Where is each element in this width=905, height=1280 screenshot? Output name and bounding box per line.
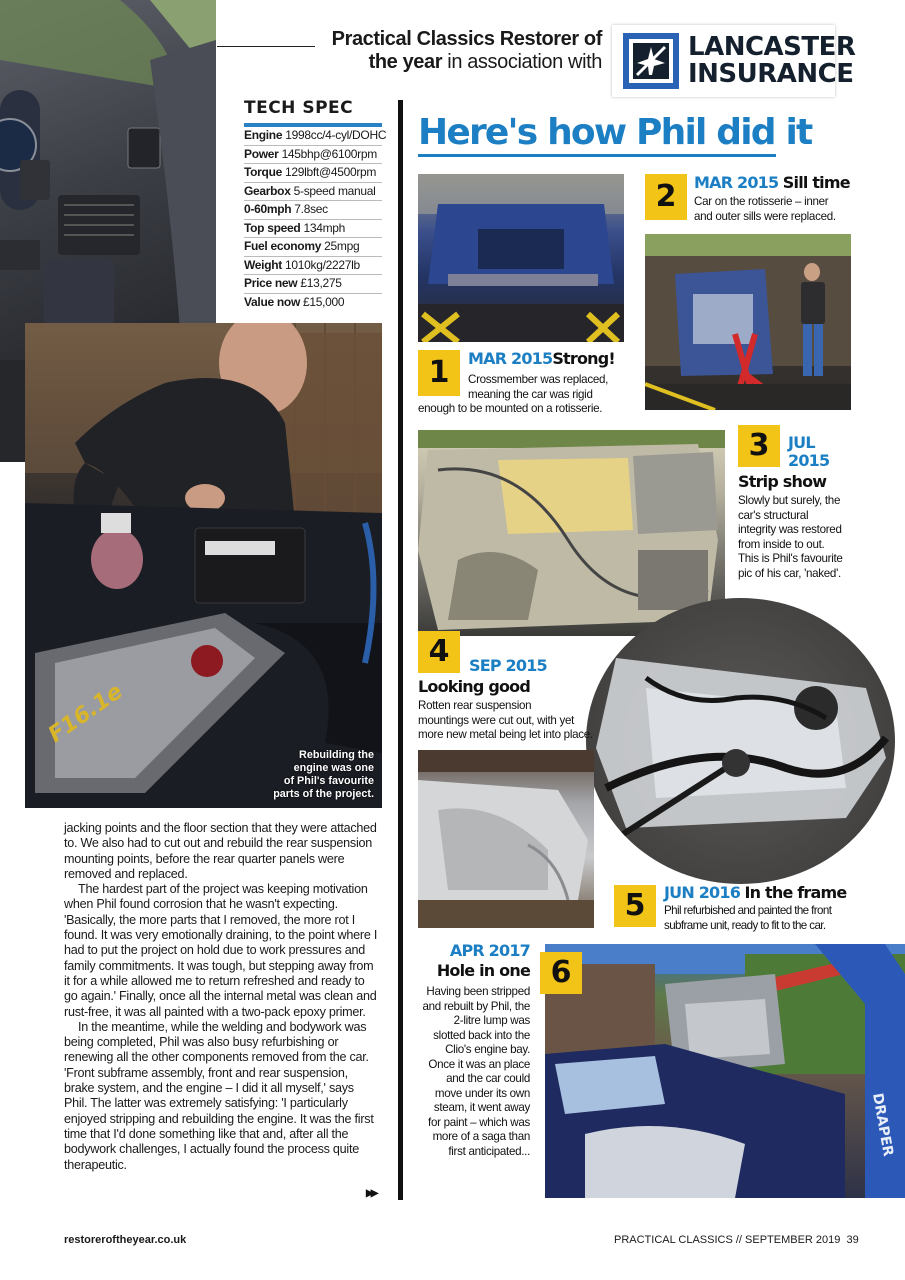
- sponsor-line1: LANCASTER: [688, 32, 856, 62]
- engine-illustration: [25, 323, 382, 808]
- step1-caption-line: Crossmember was replaced,: [468, 373, 609, 386]
- footer-magazine: [614, 1234, 859, 1246]
- footer-website[interactable]: restoreroftheyear.co.uk: [64, 1234, 187, 1246]
- step6-caption-line: Clio's engine bay.: [445, 1043, 530, 1056]
- engine-caption-line: parts of the project.: [273, 788, 374, 800]
- step6-number-badge: 6: [540, 952, 582, 994]
- step4-title: Looking good: [418, 677, 531, 696]
- step3-caption-line: pic of his car, 'naked'.: [738, 566, 841, 580]
- header-title-line2: [300, 51, 602, 74]
- step3-photo: [418, 430, 725, 636]
- spec-row: [244, 257, 382, 276]
- spec-label: Weight: [244, 257, 282, 272]
- spec-label: Value now: [244, 294, 300, 309]
- step3-date: [788, 434, 829, 470]
- step6-photo: [545, 944, 905, 1198]
- step5-date: JUN 2016: [664, 883, 741, 902]
- step6-caption-line: slotted back into the: [433, 1028, 530, 1042]
- rotisserie-illustration: [645, 234, 851, 410]
- step4-caption-line: Rotten rear suspension: [418, 699, 532, 712]
- step2-caption-line: Car on the rotisserie – inner: [694, 195, 829, 208]
- rear-mounting-illustration: [418, 750, 594, 928]
- spec-row: [244, 164, 382, 183]
- step5-caption-line: Phil refurbished and painted the front: [664, 904, 832, 917]
- spec-value: £15,000: [303, 294, 345, 309]
- spec-row: [244, 238, 382, 257]
- spec-value: 145bhp@6100rpm: [281, 146, 377, 161]
- spec-value: 5-speed manual: [293, 183, 376, 198]
- spec-row: [244, 183, 382, 202]
- lancaster-logo: [612, 25, 856, 97]
- step4-date: SEP 2015: [469, 656, 547, 675]
- step2-title: Sill time: [782, 173, 850, 192]
- step4-number-badge: 4: [418, 631, 460, 673]
- step3-number-badge: 3: [738, 425, 780, 467]
- spec-row: [244, 220, 382, 239]
- tech-spec-rows: [244, 127, 387, 311]
- step1-heading: [468, 349, 615, 369]
- spec-label: Gearbox: [244, 183, 291, 198]
- step3-caption: [738, 494, 858, 581]
- step1-photo: [418, 174, 624, 342]
- step5-title: In the frame: [744, 883, 847, 902]
- step1-caption-line: meaning the car was rigid: [468, 387, 593, 401]
- step6-caption: [410, 985, 530, 1159]
- step3-title: Strip show: [738, 472, 827, 491]
- step6-caption-line: more of a saga than: [432, 1130, 530, 1143]
- article-body: [64, 821, 378, 1173]
- spec-label: Torque: [244, 165, 282, 179]
- step1-number-badge: 1: [418, 350, 460, 396]
- body-paragraph: In the meantime, while the welding and bodywork was being completed, Phil was also busy refurbishing or renewing all the other components removed from the car. 'Front subframe assembly, front and rear suspension, brake system, and the engine – I did it all myself,' says Phil. The latter was extremely satisfying: 'I particularly enjoyed stripping and rebuilding the engine. It was the first time that I'd done something like that and, after all the bodywork challenges, I actually found the process quite therapeutic.: [64, 1019, 374, 1172]
- section-title-underline: [418, 154, 776, 157]
- step3-caption-line: from inside to out.: [738, 537, 825, 551]
- step6-caption-line: first anticipated...: [448, 1144, 530, 1158]
- spec-value: 129lbft@4500rpm: [285, 165, 377, 179]
- step1-caption-wide: [418, 402, 624, 417]
- step6-caption-line: steam, it went away: [433, 1101, 530, 1114]
- engine-caption: [273, 749, 374, 801]
- step3-date-month: JUL: [788, 433, 815, 452]
- step2-caption: [694, 195, 854, 224]
- step3-caption-line: integrity was restored: [738, 523, 842, 536]
- lancaster-emblem-icon: [623, 33, 679, 89]
- footer-page-number: 39: [846, 1234, 859, 1246]
- spec-row: [244, 294, 382, 312]
- spec-label: Top speed: [244, 220, 301, 235]
- section-title: Here's how Phil did it: [418, 112, 812, 153]
- spec-value: £13,275: [300, 276, 342, 290]
- step6-caption-line: Once it was an place: [428, 1057, 530, 1071]
- step1-title: Strong!: [552, 349, 615, 368]
- header-title-rest: in association with: [442, 51, 602, 73]
- step2-heading: [694, 173, 850, 193]
- spec-label: Engine: [244, 128, 283, 142]
- step3-date-year: 2015: [788, 451, 830, 470]
- engine-caption-line: of Phil's favourite: [283, 775, 374, 787]
- engine-caption-line: Rebuilding the: [299, 749, 374, 761]
- tech-spec-heading: TECH SPEC: [244, 98, 382, 127]
- step1-caption-line: enough to be mounted on a rotisserie.: [418, 402, 603, 415]
- step3-caption-line: Slowly but surely, the: [738, 494, 841, 507]
- step3-caption-line: This is Phil's favourite: [738, 552, 843, 565]
- spec-label: Price new: [244, 276, 298, 290]
- step6-caption-line: and rebuilt by Phil, the: [422, 999, 530, 1013]
- step5-number-badge: 5: [614, 885, 656, 927]
- subframe-illustration: [586, 598, 895, 884]
- sponsor-line2: INSURANCE: [688, 59, 854, 89]
- continue-arrow-icon: ▶▶: [366, 1188, 376, 1199]
- step2-photo: [645, 234, 851, 410]
- step4-caption: [418, 699, 594, 743]
- spec-value: 25mpg: [324, 239, 360, 253]
- spec-row: [244, 275, 382, 294]
- engine-badge-text: F16.1e: [44, 679, 128, 748]
- engine-bay-photo: [25, 323, 382, 808]
- step1-caption: [468, 373, 618, 402]
- header-title-line1: Practical Classics Restorer of: [331, 28, 602, 50]
- spec-label: 0-60mph: [244, 202, 292, 216]
- step3-caption-line: car's structural: [738, 508, 809, 522]
- spec-value: 1010kg/2227lb: [285, 257, 360, 272]
- spec-value: 134mph: [303, 220, 346, 235]
- spec-value: 1998cc/4-cyl/DOHC: [285, 128, 387, 142]
- step5-subframe-photo: [586, 598, 895, 884]
- step5-caption-line: subframe unit, ready to fit to the car.: [664, 918, 826, 932]
- step6-caption-line: 2-litre lump was: [453, 1014, 530, 1027]
- step6-caption-line: move under its own: [434, 1086, 530, 1100]
- step6-caption-line: Having been stripped: [426, 985, 530, 998]
- spec-row: [244, 201, 382, 220]
- step1-date: MAR 2015: [468, 349, 553, 368]
- engine-caption-line: engine was one: [293, 762, 374, 774]
- step4-caption-line: mountings were cut out, with yet: [418, 713, 575, 727]
- step2-date: MAR 2015: [694, 173, 779, 192]
- step2-caption-line: and outer sills were replaced.: [694, 209, 836, 223]
- crossmember-illustration: [418, 174, 624, 342]
- header-title: [300, 28, 602, 74]
- step4-caption-line: more new metal being let into place.: [418, 728, 593, 741]
- step6-caption-line: and the car could: [446, 1072, 530, 1085]
- step2-number-badge: 2: [645, 174, 687, 220]
- step5-caption: [664, 904, 864, 933]
- body-paragraph: The hardest part of the project was keeping motivation when Phil found corrosion that he wasn't expecting. 'Basically, the more parts that I removed, the more rot I found. It was very emotionally draining, to the point where I had to put the project on hold due to work pressures and family commitments. It was tough, but stepping away from it for a while allowed me to return refreshed and ready to go again.' Finally, once all the internal metal was clean and rust-free, it was all painted with a two-pack epoxy primer.: [64, 882, 378, 1019]
- spec-label: Power: [244, 146, 279, 161]
- column-divider: [398, 100, 403, 1200]
- body-paragraph: jacking points and the floor section that they were attached to. We also had to cut out and rebuild the rear suspension mounting points, before the rear quarter panels were removed and replaced.: [64, 821, 377, 881]
- step4-photo: [418, 750, 594, 928]
- engine-install-illustration: [545, 944, 905, 1198]
- svg-text:DRAPER: DRAPER: [869, 1091, 896, 1158]
- footer-issue: PRACTICAL CLASSICS // SEPTEMBER 2019: [614, 1234, 841, 1246]
- spec-row: [244, 146, 382, 165]
- step5-heading: [664, 883, 846, 903]
- step6-date: APR 2017: [449, 941, 530, 960]
- header-title-bold: the year: [368, 51, 443, 73]
- spec-label: Fuel economy: [244, 239, 322, 253]
- stripped-shell-illustration: [418, 430, 725, 636]
- step6-title: Hole in one: [436, 961, 530, 980]
- step6-caption-line: for paint – which was: [428, 1115, 530, 1129]
- tech-spec-box: [244, 98, 387, 311]
- lancaster-wordmark: [688, 34, 855, 88]
- spec-row: [244, 127, 387, 146]
- spec-value: 7.8sec: [294, 202, 328, 216]
